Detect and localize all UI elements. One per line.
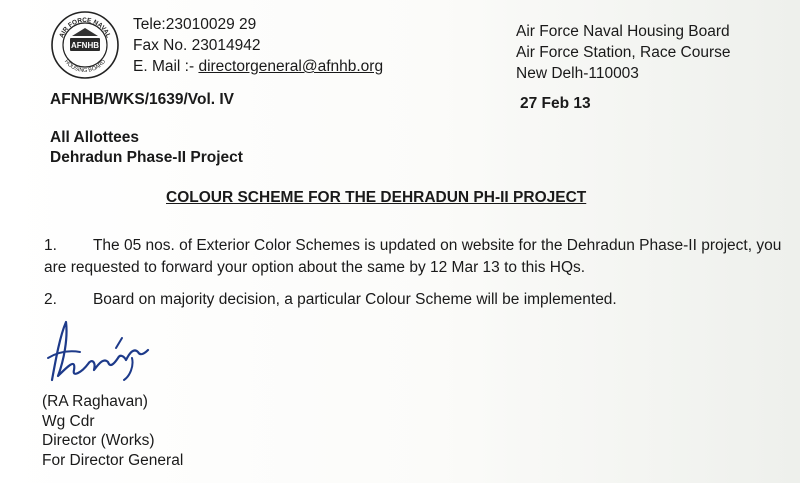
signatory-name: (RA Raghavan): [42, 393, 148, 410]
telephone: Tele:23010029 29: [133, 16, 257, 33]
signatory-block: [42, 392, 183, 470]
logo-text-bottom: HOUSING BOARD: [62, 58, 108, 75]
org-address: [516, 21, 731, 84]
org-line: Air Force Naval Housing Board: [516, 23, 730, 40]
paragraph-number: 2.: [44, 291, 57, 308]
signatory-designation: Director (Works): [42, 432, 155, 449]
paragraph-2: [44, 289, 794, 311]
email-line: [133, 56, 383, 77]
email-link[interactable]: directorgeneral@afnhb.org: [198, 58, 384, 75]
addressee-line: All Allottees: [50, 129, 139, 146]
letter-date: 27 Feb 13: [520, 95, 591, 112]
subject-heading: COLOUR SCHEME FOR THE DEHRADUN PH-II PROJECT: [166, 189, 587, 206]
org-line: Air Force Station, Race Course: [516, 44, 731, 61]
org-line: New Delh-110003: [516, 65, 639, 82]
header-contact: [133, 14, 383, 77]
handwritten-signature-icon: [38, 318, 158, 388]
reference-number: AFNHB/WKS/1639/Vol. IV: [50, 91, 235, 108]
signatory-for: For Director General: [42, 451, 184, 469]
fax: Fax No. 23014942: [133, 37, 261, 54]
email-label: E. Mail :-: [133, 58, 199, 75]
addressee: [50, 128, 243, 168]
logo-text-center: AFNHB: [71, 41, 99, 50]
paragraph-number: 1.: [44, 237, 57, 254]
paragraph-1: [44, 235, 794, 279]
paragraph-text: Board on majority decision, a particular Colour Scheme will be implemented.: [92, 291, 617, 308]
logo-text-top: AIR FORCE NAVAL: [58, 16, 112, 39]
afnhb-emblem-icon: [50, 10, 120, 80]
paragraph-text: The 05 nos. of Exterior Color Schemes is updated on website for the Dehradun Phase-II project, you are requested to forward your option about the same by 12 Mar 13 to this HQs.: [44, 237, 782, 276]
signatory-rank: Wg Cdr: [42, 412, 95, 430]
addressee-line: Dehradun Phase-II Project: [50, 149, 243, 166]
